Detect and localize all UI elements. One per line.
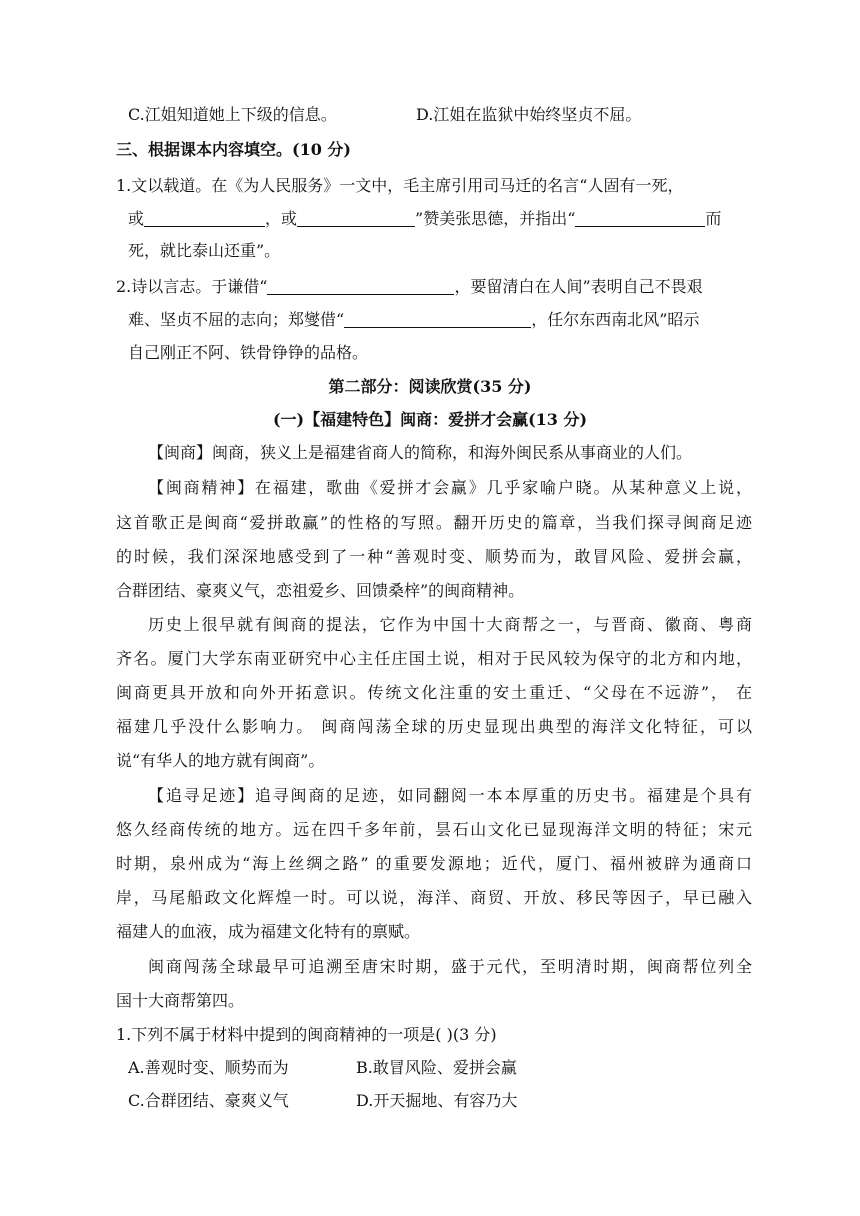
passage-p4-line5: 福建人的血液，成为福建文化特有的禀赋。 bbox=[116, 922, 421, 941]
option-a[interactable]: A.善观时变、顺势而为 bbox=[128, 1058, 289, 1077]
fill-blank-1[interactable] bbox=[144, 210, 265, 227]
passage-p3-line4: 福建几乎没什么影响力。 闽商闯荡全球的历史显现出典型的海洋文化特征，可以 bbox=[116, 717, 752, 736]
part2-title: 第二部分：阅读欣赏(35 分) bbox=[328, 377, 532, 396]
q2-text-c: 难、坚贞不屈的志向；郑燮借“ bbox=[128, 310, 345, 329]
fill-blank-3[interactable] bbox=[575, 210, 705, 227]
passage-p3-line3: 闽商更具开放和向外开拓意识。传统文化注重的安土重迁、“父母在不远游”， 在 bbox=[116, 683, 752, 702]
passage-p5-line2: 国十大商帮第四。 bbox=[116, 991, 245, 1010]
q2-line3: 自己刚正不阿、铁骨铮铮的品格。 bbox=[128, 343, 369, 362]
fill-blank-5[interactable] bbox=[344, 311, 531, 328]
option-b[interactable]: B.敢冒风险、爱拼会赢 bbox=[356, 1058, 517, 1077]
q2-text-d: ，任尔东西南北风”昭示 bbox=[531, 310, 700, 329]
passage-p4-line4: 岸，马尾船政文化辉煌一时。可以说，海洋、商贸、开放、移民等因子，早已融入 bbox=[116, 888, 752, 907]
option-d[interactable]: D.开天掘地、有容乃大 bbox=[356, 1091, 518, 1110]
passage-p2-line1: 【闽商精神】在福建，歌曲《爱拼才会赢》几乎家喻户晓。从某种意义上说， bbox=[148, 478, 752, 497]
q1-line2 bbox=[128, 208, 721, 230]
passage-p2-line4: 合群团结、豪爽义气，恋祖爱乡、回馈桑梓”的闽商精神。 bbox=[116, 581, 525, 600]
q1-line3: 死，就比泰山还重”。 bbox=[128, 241, 281, 260]
option-c[interactable]: C.合群团结、豪爽义气 bbox=[128, 1091, 289, 1110]
q2-text-b: ，要留清白在人间”表明自己不畏艰 bbox=[454, 277, 703, 296]
passage-p2-line2: 这首歌正是闽商“爱拼敢赢”的性格的写照。翻开历史的篇章，当我们探寻闽商足迹 bbox=[116, 513, 752, 532]
passage-p4-line1: 【追寻足迹】追寻闽商的足迹，如同翻阅一本本厚重的历史书。福建是个具有 bbox=[148, 786, 752, 805]
passage-p5-line1: 闽商闯荡全球最早可追溯至唐宋时期，盛于元代，至明清时期，闽商帮位列全 bbox=[148, 957, 752, 976]
q1-line1: 1.文以载道。在《为人民服务》一文中，毛主席引用司马迁的名言“人固有一死， bbox=[116, 176, 684, 195]
q2-text-a: 2.诗以言志。于谦借“ bbox=[116, 277, 268, 296]
q2-line2 bbox=[128, 309, 699, 331]
q1-text-d: 而 bbox=[705, 209, 722, 228]
passage-p3-line2: 齐名。厦门大学东南亚研究中心主任庄国土说，相对于民风较为保守的北方和内地， bbox=[116, 649, 752, 668]
q1-text-b: ，或 bbox=[265, 209, 298, 228]
reading-subtitle: (一)【福建特色】闽商：爱拼才会赢(13 分) bbox=[272, 410, 588, 429]
fill-blank-4[interactable] bbox=[267, 278, 454, 295]
q2-line1 bbox=[116, 276, 703, 298]
option-d-prev: D.江姐在监狱中始终坚贞不屈。 bbox=[416, 105, 642, 124]
passage-p3-line5: 说“有华人的地方就有闽商”。 bbox=[116, 751, 325, 770]
passage-p4-line2: 悠久经商传统的地方。远在四千多年前，昙石山文化已显现海洋文明的特征；宋元 bbox=[116, 820, 752, 839]
passage-p1-line1: 【闽商】闽商，狭义上是福建省商人的简称，和海外闽民系从事商业的人们。 bbox=[148, 443, 693, 462]
passage-p4-line3: 时期，泉州成为“海上丝绸之路” 的重要发源地；近代，厦门、福州被辟为通商口 bbox=[116, 854, 752, 873]
fill-blank-2[interactable] bbox=[297, 210, 415, 227]
section3-title: 三、根据课本内容填空。(10 分) bbox=[116, 140, 351, 159]
q1-text-c: ”赞美张思德，并指出“ bbox=[415, 209, 576, 228]
q1-text-a: 或 bbox=[128, 209, 145, 228]
option-c-prev: C.江姐知道她上下级的信息。 bbox=[128, 105, 337, 124]
question1-stem: 1.下列不属于材料中提到的闽商精神的一项是( )(3 分) bbox=[116, 1025, 497, 1044]
passage-p3-line1: 历史上很早就有闽商的提法，它作为中国十大商帮之一，与晋商、徽商、粤商 bbox=[148, 615, 752, 634]
passage-p2-line3: 的时候，我们深深地感受到了一种“善观时变、顺势而为，敢冒风险、爱拼会赢， bbox=[116, 547, 752, 566]
